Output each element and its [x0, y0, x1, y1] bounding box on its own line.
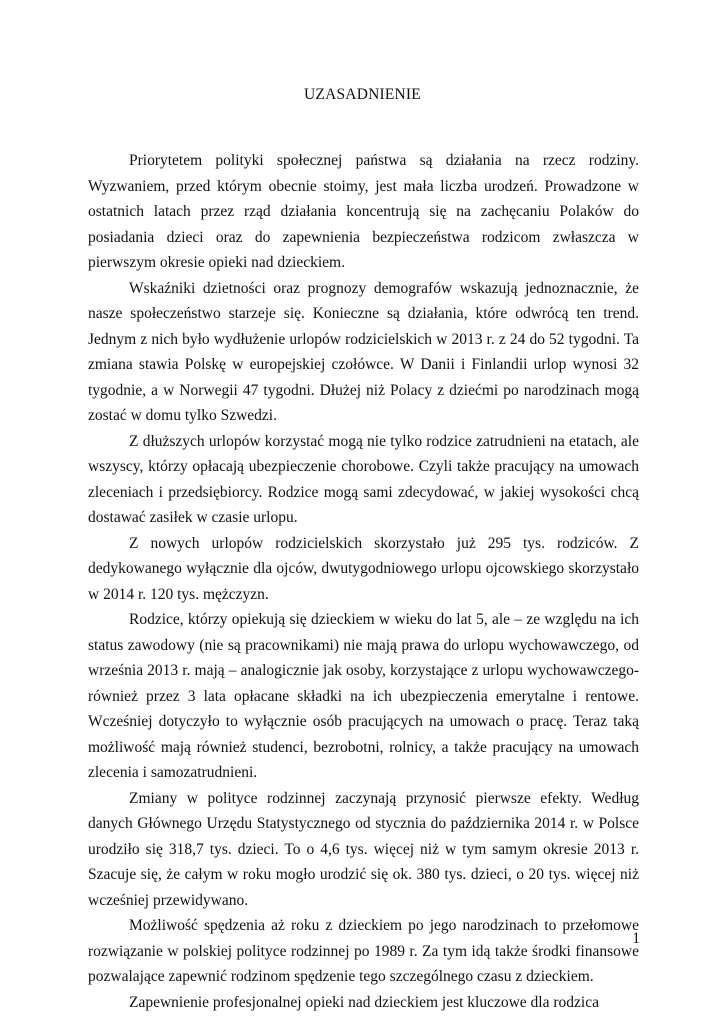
- document-body: [88, 148, 639, 1015]
- paragraph-6: Zmiany w polityce rodzinnej zaczynają przynosić pierwsze efekty. Według danych Głównego Urzędu Statystycznego od stycznia do października 2014 r. w Polsce urodziło się 318,7 tys. dzieci. To o 4,6 tys. więcej niż w tym samym okresie 2013 r. Szacuje się, że całym w roku mogło urodzić się ok. 380 tys. dzieci, o 20 tys. więcej niż wcześniej przewidywano.: [88, 789, 639, 909]
- paragraph-4: Z nowych urlopów rodzicielskich skorzystało już 295 tys. rodziców. Z dedykowanego wyłącznie dla ojców, dwutygodniowego urlopu ojcowskiego skorzystało w 2014 r. 120 tys. mężczyzn.: [88, 534, 639, 603]
- page-number: 1: [632, 930, 640, 947]
- paragraph-1: Priorytetem polityki społecznej państwa są działania na rzecz rodziny. Wyzwaniem, przed którym obecnie stoimy, jest mała liczba urodzeń. Prowadzone w ostatnich latach przez rząd działania koncentrują się na zachęcaniu Polaków do posiadania dzieci oraz do zapewnienia bezpieczeństwa rodzicom zwłaszcza w pierwszym okresie opieki nad dzieckiem.: [88, 152, 639, 271]
- document-title: UZASADNIENIE: [304, 86, 421, 103]
- paragraph-2: Wskaźniki dzietności oraz prognozy demografów wskazują jednoznacznie, że nasze społeczeństwo starzeje się. Konieczne są działania, które odwrócą ten trend. Jednym z nich było wydłużenie urlopów rodzicielskich w 2013 r. z 24 do 52 tygodni. Ta zmiana stawia Polskę w europejskiej czołówce. W Danii i Finlandii urlop wynosi 32 tygodnie, a w Norwegii 47 tygodni. Dłużej niż Polacy z dziećmi po narodzinach mogą zostać w domu tylko Szwedzi.: [88, 279, 639, 424]
- paragraph-8: Zapewnienie profesjonalnej opieki nad dzieckiem jest kluczowe dla rodzica: [129, 993, 599, 1011]
- paragraph-7: Możliwość spędzenia aż roku z dzieckiem po jego narodzinach to przełomowe rozwiązanie w polskiej polityce rodzinnej po 1989 r. Za tym idą także środki finansowe pozwalające zapewnić rodzinom spędzenie tego szczególnego czasu z dzieckiem.: [88, 917, 639, 985]
- paragraph-3: Z dłuższych urlopów korzystać mogą nie tylko rodzice zatrudnieni na etatach, ale wszyscy, którzy opłacają ubezpieczenie chorobowe. Czyli także pracujący na umowach zleceniach i przedsiębiorcy. Rodzice mogą sami zdecydować, w jakiej wysokości chcą dostawać zasiłek w czasie urlopu.: [88, 432, 639, 526]
- paragraph-5: Rodzice, którzy opiekują się dzieckiem w wieku do lat 5, ale – ze względu na ich status zawodowy (nie są pracownikami) nie mają prawa do urlopu wychowawczego, od września 2013 r. mają – analogicznie jak osoby, korzystające z urlopu wychowawczego- również przez 3 lata opłacane składki na ich ubezpieczenia emerytalne i rentowe. Wcześniej dotyczyło to wyłącznie osób pracujących na umowach o pracę. Teraz taką możliwość mają również studenci, bezrobotni, rolnicy, a także pracujący na umowach zlecenia i samozatrudnieni.: [88, 611, 639, 781]
